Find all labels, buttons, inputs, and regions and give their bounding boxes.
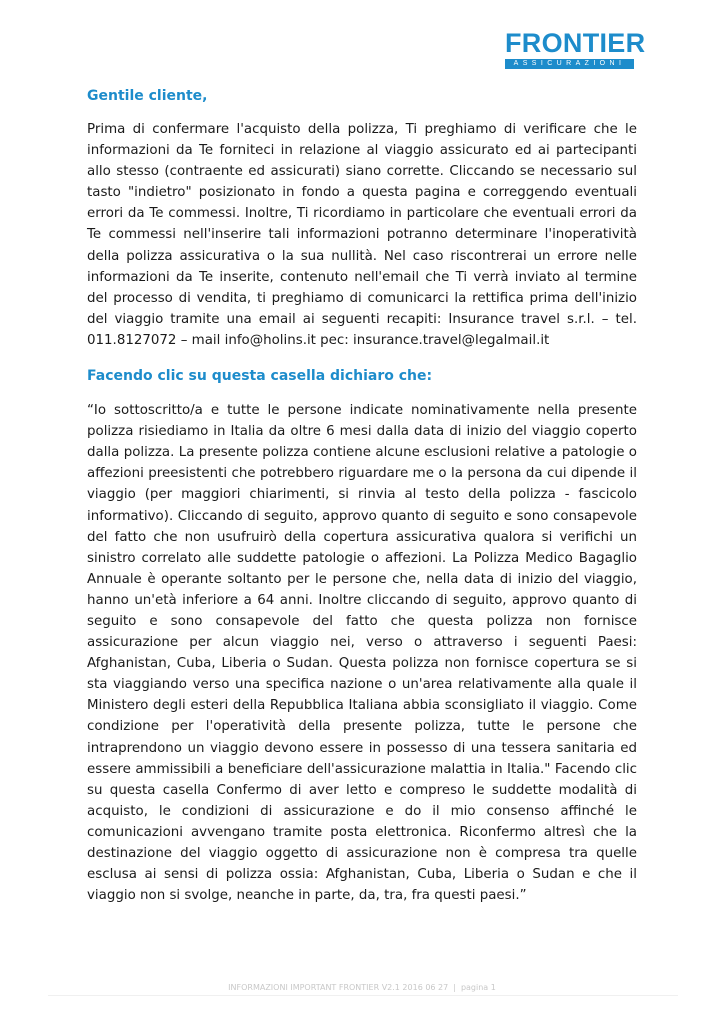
page-footer	[0, 983, 724, 992]
footer-divider	[48, 995, 678, 996]
greeting-heading: Gentile cliente,	[87, 88, 208, 104]
declaration-paragraph: “Io sottoscritto/a e tutte le persone indicate nominativamente nella presente polizza risiediamo in Italia da oltre 6 mesi dalla data di inizio del viaggio coperto dalla polizza. La presente polizza contiene alcune esclusioni relative a patologie o affezioni preesistenti che potrebbero riguardare me o la persona da cui dipende il viaggio (per maggiori chiarimenti, si rinvia al testo della polizza - fascicolo informativo). Cliccando di seguito, approvo quanto di seguito e sono consapevole del fatto che non usufruirò della copertura assicurativa qualora si verifichi un sinistro correlato alle suddette patologie o affezioni. La Polizza Medico Bagaglio Annuale è operante soltanto per le persone che, nella data di inizio del viaggio, hanno un'età inferiore a 64 anni. Inoltre cliccando di seguito, approvo quanto di seguito e sono consapevole del fatto che questa polizza non fornisce assicurazione per alcun viaggio nei, verso o attraverso i seguenti Paesi: Afghanistan, Cuba, Liberia o Sudan. Questa polizza non fornisce copertura se si sta viaggiando verso una specifica nazione o un'area relativamente alla quale il Ministero degli esteri della Repubblica Italiana abbia sconsigliato il viaggio. Come condizione per l'operatività della presente polizza, tutte le persone che intraprendono un viaggio devono essere in possesso di una tessera sanitaria ed essere ammissibili a beneficiare dell'assicurazione malattia in Italia." Facendo clic su questa casella Confermo di aver letto e compreso le suddette modalità di acquisto, le condizioni di assicurazione e do il mio consenso affinché le comunicazioni avvengano tramite posta elettronica. Riconfermo altresì che la destinazione del viaggio oggetto di assicurazione non è compresa tra quelle esclusa ai sensi di polizza ossia: Afghanistan, Cuba, Liberia o Sudan e che il viaggio non si svolge, neanche in parte, da, tra, fra questi paesi.”	[87, 403, 637, 904]
footer-page-number: pagina 1	[460, 983, 496, 992]
footer-separator: |	[453, 983, 456, 992]
logo-wordmark: FRONTIER	[505, 28, 646, 58]
footer-document-label: INFORMAZIONI IMPORTANT FRONTIER V2.1 2016 06 27	[228, 983, 449, 992]
intro-paragraph: Prima di confermare l'acquisto della polizza, Ti preghiamo di verificare che le informazioni da Te forniteci in relazione al viaggio assicurato ed ai partecipanti allo stesso (contraente ed assicurati) siano corrette. Cliccando se necessario sul tasto "indietro" posizionato in fondo a questa pagina e correggendo eventuali errori da Te commessi. Inoltre, Ti ricordiamo in particolare che eventuali errori da Te commessi nell'inserire tali informazioni potranno determinare l'inoperatività della polizza assicurativa o la sua nullità. Nel caso riscontrerai un errore nelle informazioni da Te inserite, contenuto nell'email che Ti verrà inviato al termine del processo di vendita, ti preghiamo di comunicarci la rettifica prima dell'inizio del viaggio tramite una email ai seguenti recapiti: Insurance travel s.r.l. – tel. 011.8127072 – mail info@holins.it pec: insurance.travel@legalmail.it	[87, 122, 637, 348]
logo-subtitle: ASSICURAZIONI	[505, 59, 634, 69]
frontier-logo	[505, 28, 646, 70]
declaration-heading: Facendo clic su questa casella dichiaro che:	[87, 368, 433, 385]
document-body	[87, 86, 637, 906]
